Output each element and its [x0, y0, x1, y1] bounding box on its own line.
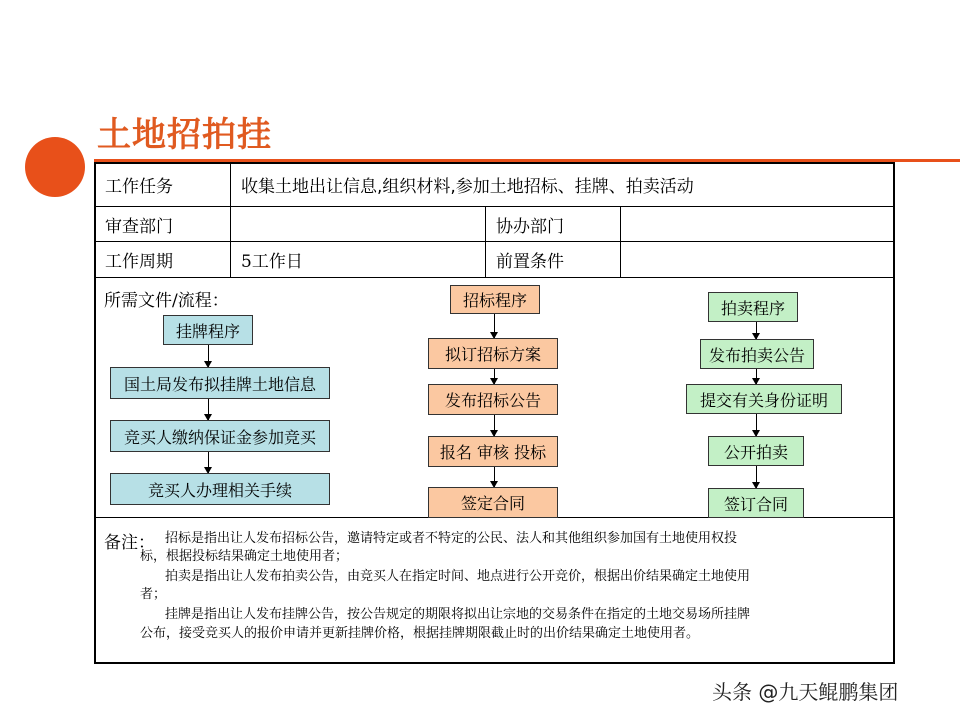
- auction-arrow-1: [756, 322, 757, 339]
- note-line-1: 招标是指出让人发布招标公告，邀请特定或者不特定的公民、法人和其他组织参加国有土地使用权投: [165, 531, 738, 546]
- assist-dept-label: 协办部门: [496, 216, 564, 237]
- tender-step-1: 拟订招标方案: [428, 338, 558, 369]
- note-line-3: 拍卖是指出让人发布拍卖公告，由竞买人在指定时间、地点进行公开竞价，根据出价结果确定土地使用: [165, 569, 751, 584]
- listing-arrow-2: [208, 399, 209, 420]
- listing-step-1: 国土局发布拟挂牌土地信息: [110, 367, 330, 399]
- cycle-label: 工作周期: [105, 252, 173, 272]
- listing-step-2: 竞买人缴纳保证金参加竞买: [110, 420, 330, 452]
- decorative-circle: [25, 137, 85, 197]
- review-dept-value: [231, 207, 485, 241]
- auction-arrow-2: [756, 369, 757, 384]
- required-docs-label: 所需文件/流程：: [104, 291, 229, 311]
- row-divider-3: [95, 277, 894, 278]
- auction-step-3: 公开拍卖: [708, 436, 804, 466]
- tender-step-4: 签定合同: [428, 487, 558, 518]
- tender-arrow-4: [494, 467, 495, 487]
- listing-flow-title: 挂牌程序: [163, 315, 253, 345]
- assist-dept-value: [621, 207, 891, 241]
- auction-flow-title: 拍卖程序: [708, 292, 798, 322]
- listing-arrow-1: [208, 345, 209, 367]
- auction-arrow-3: [756, 414, 757, 436]
- task-label: 工作任务: [105, 177, 173, 197]
- tender-arrow-1: [494, 314, 495, 338]
- tender-step-2: 发布招标公告: [428, 384, 558, 415]
- auction-step-4: 签订合同: [708, 488, 804, 518]
- precondition-value: [621, 242, 891, 277]
- tender-flow-title: 招标程序: [450, 285, 540, 314]
- page-title: 土地招拍挂: [97, 115, 272, 155]
- tender-arrow-3: [494, 415, 495, 436]
- auction-step-2: 提交有关身份证明: [686, 384, 842, 414]
- notes-label: 备注：: [104, 533, 155, 553]
- note-line-2: 标，根据投标结果确定土地使用者；: [140, 549, 349, 564]
- auction-arrow-4: [756, 466, 757, 488]
- listing-step-3: 竞买人办理相关手续: [110, 473, 330, 505]
- review-dept-label: 审查部门: [105, 216, 173, 237]
- listing-arrow-3: [208, 452, 209, 473]
- tender-arrow-2: [494, 369, 495, 384]
- auction-step-1: 发布拍卖公告: [700, 339, 814, 369]
- watermark-text: 头条 @九天鲲鹏集团: [712, 680, 899, 704]
- precondition-label: 前置条件: [496, 252, 564, 272]
- note-line-4: 者；: [140, 587, 167, 602]
- tender-step-3: 报名 审核 投标: [428, 436, 558, 467]
- note-line-5: 挂牌是指出让人发布挂牌公告，按公告规定的期限将拟出让宗地的交易条件在指定的土地交易场所挂牌: [165, 607, 751, 622]
- cycle-value: 5工作日: [241, 252, 303, 272]
- task-value: 收集土地出让信息,组织材料,参加土地招标、挂牌、拍卖活动: [241, 177, 694, 197]
- note-line-6: 公布，接受竞买人的报价申请并更新挂牌价格，根据挂牌期限截止时的出价结果确定土地使用者。: [140, 626, 700, 641]
